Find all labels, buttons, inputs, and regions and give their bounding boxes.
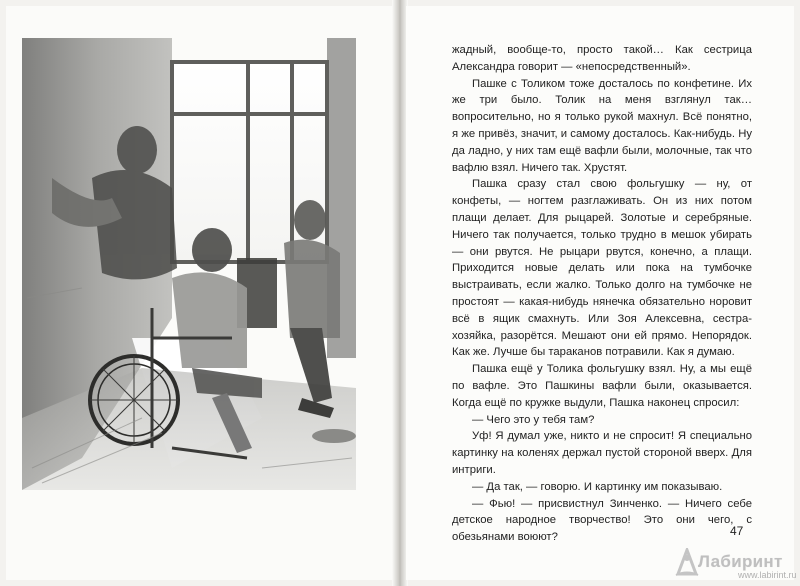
page-number: 47 <box>730 524 744 538</box>
illustration <box>22 38 356 490</box>
labirint-logo-icon <box>674 548 700 578</box>
paragraph: Пашка сразу стал свою фольгушку — ну, от конфеты, — ногтем разглаживать. Он из них потом плащи делает. Для рыцарей. Золотые и серебряные. Ничего так получается, только трудно в мешок убирать — они рвутся. Не рыцари рвутся, конечно, а плащи. Приходится новые делать или пока на тумбочке выстраивать, если жалко. Только долго на тумбочке не простоят — какая-нибудь нянечка обязательно норовит всё в ящик смахнуть. Или Зоя Алексевна, сестра-хозяйка, разорётся. Мешают они ей прямо. Непорядок. Как же. Лучше бы тараканов потравили. Как я думаю. <box>452 178 752 359</box>
paragraph: Пашке с Толиком тоже досталось по конфетине. Их же три было. Толик на меня взглянул так… вопросительно, но я только рукой махнул. Всё понятно, я же привёз, значит, и самому досталось. Как-нибудь. Ну да ладно, у них там ещё вафли были, молочные, так что вафлю взял. Ничего так. Хрустят. <box>452 77 752 174</box>
watermark-brand: Лабиринт <box>698 552 783 571</box>
watermark-url: www.labirint.ru <box>738 570 797 580</box>
paragraph: Уф! Я думал уже, никто и не спросит! Я специально картинку на коленях держал пустой стороной вверх. Для интриги. <box>452 430 752 476</box>
labirint-watermark <box>672 548 798 584</box>
paragraph: жадный, вообще-то, просто такой… Как сестрица Александра говорит — «непосредственный». <box>452 44 752 73</box>
page-text <box>452 42 752 546</box>
dialogue-line: — Чего это у тебя там? <box>472 413 595 426</box>
dialogue-line: — Фью! — присвистнул Зинченко. — Ничего себе детское народное творчество! Это они чего, с обезьянами воюют? <box>452 497 752 544</box>
dialogue-line: — Да так, — говорю. И картинку им показываю. <box>472 480 723 493</box>
paragraph: Пашка ещё у Толика фольгушку взял. Ну, а мы ещё по вафле. Это Пашкины вафли были, оказывается. Когда ещё по кружке выдули, Пашка наконец спросил: <box>452 363 752 409</box>
